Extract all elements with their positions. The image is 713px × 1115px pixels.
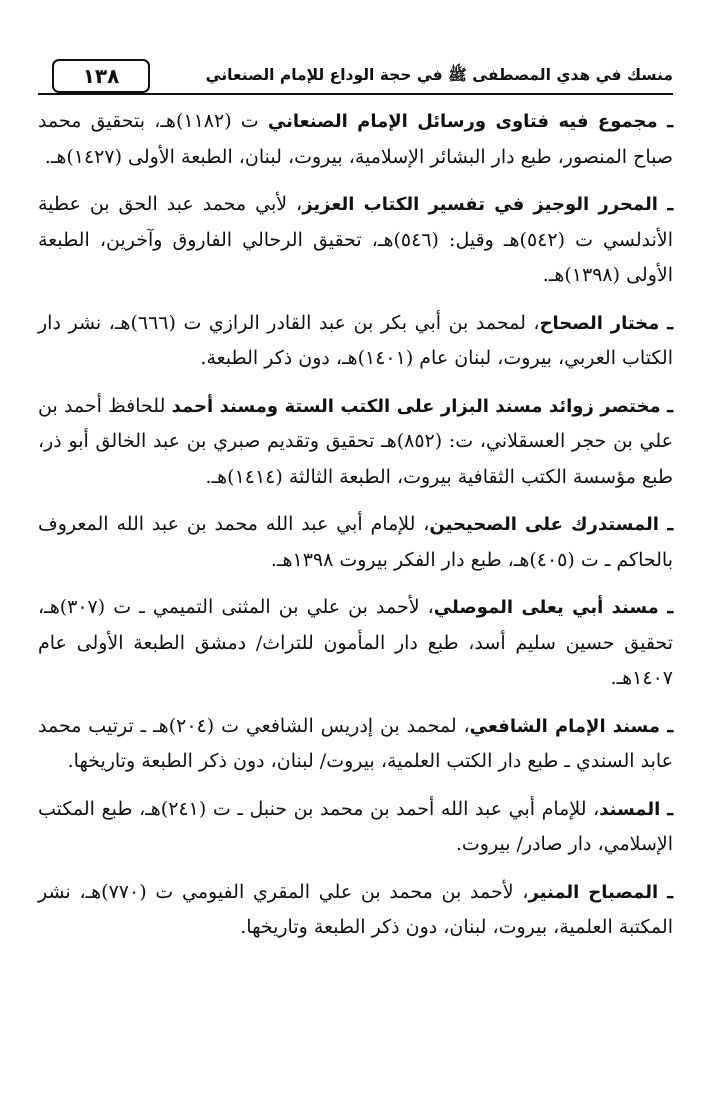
bibliography-entry [38,792,673,863]
entry-title: مختصر زوائد مسند البزار على الكتب الستة ومسند أحمد [171,395,661,417]
entry-title: مسند أبي يعلى الموصلي [433,597,659,618]
entry-title: مختار الصحاح [539,312,660,334]
entry-details: لأبي محمد عبد الحق بن عطية الأندلسي ت (٥٤٢)هـ وقيل: (٥٤٦)هـ، تحقيق الرحالي الفاروق وآخرين، الطبعة الأولى (١٣٩٨)هـ. [38,193,673,286]
running-title: منسك في هدي المصطفى ﷺ في حجة الوداع للإمام الصنعاني [205,65,673,84]
entry-separator [259,110,268,132]
bibliography-entry [38,187,673,294]
entry-details: لأحمد بن علي بن المثنى التميمي ـ ت (٣٠٧)هـ، تحقيق حسين سليم أسد، طبع دار المأمون للتراث/ دمشق الطبعة الأولى عام ١٤٠٧هـ. [38,596,673,689]
entry-details: للحافظ أحمد بن علي بن حجر العسقلاني، ت: (٨٥٢)هـ تحقيق وتقديم صبري بن عبد الخالق أبو ذر، طبع مؤسسة الكتب الثقافية بيروت، الطبعة الثالثة (١٤١٤)هـ. [38,394,673,488]
entry-details: ت (١١٨٢)هـ، بتحقيق محمد صباح المنصور، طبع دار البشائر الإسلامية، بيروت، لبنان، الطبعة الأولى (١٤٢٧)هـ. [38,110,673,168]
entry-dash: ـ [657,193,674,215]
entry-dash: ـ [658,596,674,618]
entry-dash: ـ [660,797,673,820]
entry-details: للإمام أبي عبد الله أحمد بن محمد بن حنبل ـ ت (٢٤١)هـ، طبع المكتب الإسلامي، دار صادر/ بيروت. [38,797,673,855]
entry-dash: ـ [658,513,674,535]
entry-title: المحرر الوجيز في تفسير الكتاب العزيز [302,194,658,215]
entry-title: مسند الإمام الشافعي [469,715,660,737]
entry-dash: ـ [659,714,674,737]
entry-title: المسند [599,798,661,820]
entry-separator: ، [415,513,430,535]
entry-dash: ـ [660,394,673,417]
bibliography-entry [38,507,673,578]
entry-details: لمحمد بن إدريس الشافعي ت (٢٠٤)هـ ـ ترتيب محمد عابد السندي ـ طبع دار الكتب العلمية، بيروت/ لبنان، دون ذكر الطبعة وتاريخها. [38,714,673,772]
bibliography-entry [38,875,673,946]
page-number: ١٣٨ [52,59,150,93]
entry-details: لمحمد بن أبي بكر بن عبد القادر الرازي ت (٦٦٦)هـ، نشر دار الكتاب العربي، بيروت، لبنان عام (١٤٠١)هـ، دون ذكر الطبعة. [38,311,673,369]
entry-dash: ـ [658,880,674,903]
bibliography-list [38,104,673,958]
entry-separator: ، [525,311,540,334]
entry-dash: ـ [659,311,673,334]
entry-title: مجموع فيه فتاوى ورسائل الإمام الصنعاني [267,111,658,132]
entry-separator: ، [287,193,303,215]
entry-title: المصباح المنير [528,881,659,903]
bibliography-entry [38,709,673,780]
entry-dash: ـ [657,110,673,132]
entry-separator: ، [513,880,529,903]
bibliography-entry [38,306,673,377]
bibliography-entry [38,389,673,496]
page-header [38,56,673,96]
entry-details: للإمام أبي عبد الله محمد بن عبد الله المعروف بالحاكم ـ ت (٤٠٥)هـ، طبع دار الفكر بيروت ١٣٩٨هـ. [38,513,673,571]
bibliography-entry [38,104,673,175]
entry-separator: ، [419,596,434,618]
entry-separator: ، [586,797,600,820]
entry-separator: ، [456,714,470,737]
entry-title: المستدرك على الصحيحين [429,514,659,535]
header-divider [38,93,673,95]
entry-details: لأحمد بن محمد بن علي المقري الفيومي ت (٧٧٠)هـ، نشر المكتبة العلمية، بيروت، لبنان، دون ذكر الطبعة وتاريخها. [38,880,673,938]
bibliography-entry [38,590,673,697]
